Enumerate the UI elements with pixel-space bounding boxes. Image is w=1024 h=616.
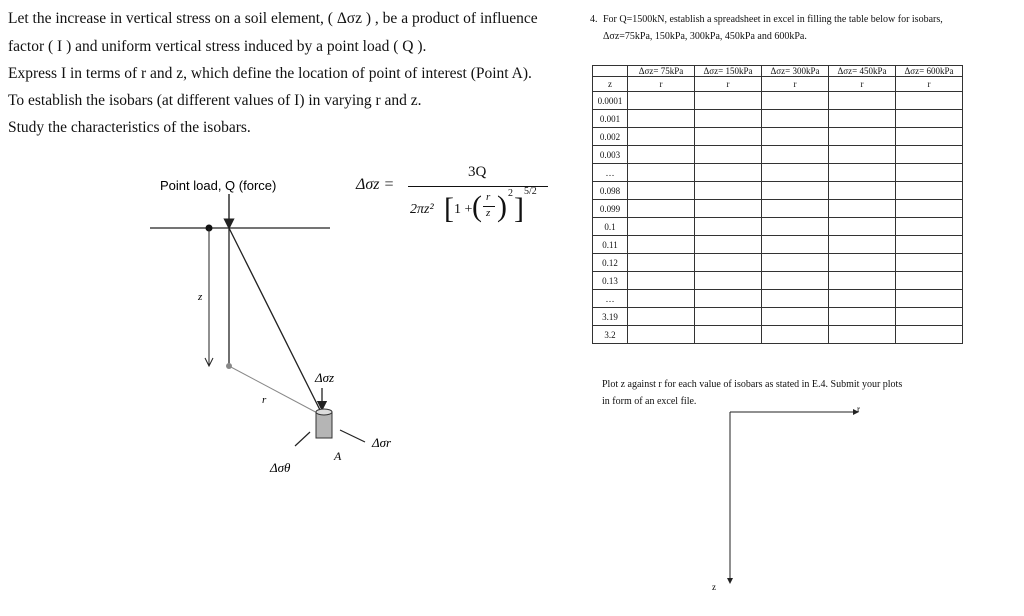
table-row xyxy=(593,272,963,290)
z-axis-label: z xyxy=(712,582,716,592)
inner-exponent: 2 xyxy=(508,188,513,199)
table-row xyxy=(593,308,963,326)
r-subheader: r xyxy=(762,77,829,92)
r-value-cell[interactable] xyxy=(628,272,695,290)
table-row xyxy=(593,164,963,182)
r-value-cell[interactable] xyxy=(762,146,829,164)
r-value-cell[interactable] xyxy=(896,128,963,146)
point-a-label: A xyxy=(334,449,342,463)
r-value-cell[interactable] xyxy=(628,308,695,326)
r-value-cell[interactable] xyxy=(896,254,963,272)
z-value-cell: 0.0001 xyxy=(593,92,628,110)
r-value-cell[interactable] xyxy=(829,146,896,164)
table-row xyxy=(593,218,963,236)
r-value-cell[interactable] xyxy=(762,164,829,182)
z-value-cell: 0.12 xyxy=(593,254,628,272)
r-value-cell[interactable] xyxy=(896,218,963,236)
r-value-cell[interactable] xyxy=(896,290,963,308)
r-value-cell[interactable] xyxy=(762,218,829,236)
r-value-cell[interactable] xyxy=(628,182,695,200)
table-body xyxy=(593,92,963,344)
formula-denominator-left: 2πz² xyxy=(410,202,434,217)
soil-element-top xyxy=(316,409,332,415)
r-value-cell[interactable] xyxy=(762,272,829,290)
table-subheader-row xyxy=(593,77,963,92)
z-value-cell: 0.13 xyxy=(593,272,628,290)
r-value-cell[interactable] xyxy=(829,254,896,272)
r-value-cell[interactable] xyxy=(762,236,829,254)
table-row xyxy=(593,182,963,200)
r-axis-label: r xyxy=(857,404,860,414)
r-value-cell[interactable] xyxy=(762,92,829,110)
intro-line-2: factor ( I ) and uniform vertical stress induced by a point load ( Q ). xyxy=(8,38,427,55)
r-value-cell[interactable] xyxy=(628,146,695,164)
r-value-cell[interactable] xyxy=(829,164,896,182)
r-value-cell[interactable] xyxy=(896,164,963,182)
table-row xyxy=(593,326,963,344)
table-row xyxy=(593,254,963,272)
r-value-cell[interactable] xyxy=(695,218,762,236)
table-row xyxy=(593,92,963,110)
r-value-cell[interactable] xyxy=(628,92,695,110)
r-value-cell[interactable] xyxy=(896,308,963,326)
r-value-cell[interactable] xyxy=(628,218,695,236)
z-label: z xyxy=(198,291,203,303)
z-value-cell: 0.002 xyxy=(593,128,628,146)
r-value-cell[interactable] xyxy=(695,164,762,182)
r-value-cell[interactable] xyxy=(896,146,963,164)
r-value-cell[interactable] xyxy=(829,326,896,344)
r-value-cell[interactable] xyxy=(762,200,829,218)
r-value-cell[interactable] xyxy=(695,146,762,164)
r-value-cell[interactable] xyxy=(695,128,762,146)
left-paren: ( xyxy=(472,190,482,223)
left-bracket: [ xyxy=(444,192,454,225)
outer-exponent: 5/2 xyxy=(524,186,537,197)
r-subheader: r xyxy=(628,77,695,92)
r-value-cell[interactable] xyxy=(829,236,896,254)
formula-numerator: 3Q xyxy=(468,164,487,180)
r-value-cell[interactable] xyxy=(896,110,963,128)
r-value-cell[interactable] xyxy=(628,128,695,146)
r-value-cell[interactable] xyxy=(896,272,963,290)
intro-line-3: Express I in terms of r and z, which define the location of point of interest (Point A). xyxy=(8,65,532,82)
formula-bracket-term: 1 + xyxy=(454,202,473,217)
col-header-300: Δσz= 300kPa xyxy=(762,66,829,77)
table-row xyxy=(593,236,963,254)
table-row xyxy=(593,128,963,146)
blank-plot-axes xyxy=(712,400,880,600)
r-value-cell[interactable] xyxy=(628,236,695,254)
r-value-cell[interactable] xyxy=(762,290,829,308)
r-value-cell[interactable] xyxy=(695,110,762,128)
delta-sigma-r-arrow xyxy=(340,430,365,442)
delta-sigma-r-label: Δσr xyxy=(372,435,392,450)
r-dimension-line xyxy=(229,366,323,416)
z-axis-arrow xyxy=(727,578,733,584)
z-value-cell: … xyxy=(593,164,628,182)
r-value-cell[interactable] xyxy=(829,308,896,326)
r-value-cell[interactable] xyxy=(829,290,896,308)
r-value-cell[interactable] xyxy=(762,308,829,326)
z-value-cell: 3.19 xyxy=(593,308,628,326)
z-header-blank xyxy=(593,66,628,77)
table-row xyxy=(593,200,963,218)
r-value-cell[interactable] xyxy=(829,92,896,110)
z-value-cell: 0.1 xyxy=(593,218,628,236)
r-value-cell[interactable] xyxy=(695,272,762,290)
r-value-cell[interactable] xyxy=(695,254,762,272)
right-bracket: ] xyxy=(514,192,524,225)
intro-line-4: To establish the isobars (at different values of I) in varying r and z. xyxy=(8,92,422,109)
r-value-cell[interactable] xyxy=(628,254,695,272)
right-paren: ) xyxy=(497,190,507,223)
point-load-diagram xyxy=(0,150,392,490)
delta-sigma-theta-arrow xyxy=(295,432,310,446)
question-line-1: For Q=1500kN, establish a spreadsheet in excel in filling the table below for isobars, xyxy=(603,14,943,25)
plot-instruction-line-1: Plot z against r for each value of isobars as stated in E.4. Submit your plots xyxy=(602,379,903,390)
r-value-cell[interactable] xyxy=(695,200,762,218)
z-value-cell: 3.2 xyxy=(593,326,628,344)
intro-line-1: Let the increase in vertical stress on a soil element, ( Δσz ) , be a product of influence xyxy=(8,10,538,27)
isobar-table xyxy=(592,65,963,344)
ratio-top: r xyxy=(486,191,491,203)
r-value-cell[interactable] xyxy=(695,290,762,308)
r-value-cell[interactable] xyxy=(829,128,896,146)
r-value-cell[interactable] xyxy=(896,200,963,218)
r-value-cell[interactable] xyxy=(829,272,896,290)
r-subheader: r xyxy=(829,77,896,92)
question-number: 4. xyxy=(590,14,598,25)
ratio-bottom: z xyxy=(486,207,491,219)
r-value-cell[interactable] xyxy=(762,182,829,200)
r-value-cell[interactable] xyxy=(695,326,762,344)
r-value-cell[interactable] xyxy=(829,110,896,128)
intro-line-5: Study the characteristics of the isobars. xyxy=(8,119,251,136)
table-header-row xyxy=(593,66,963,77)
r-value-cell[interactable] xyxy=(762,326,829,344)
r-value-cell[interactable] xyxy=(896,182,963,200)
r-value-cell[interactable] xyxy=(628,290,695,308)
r-label: r xyxy=(262,394,267,406)
formula-lhs: Δσz = xyxy=(356,176,395,193)
r-value-cell[interactable] xyxy=(762,110,829,128)
table-row xyxy=(593,110,963,128)
r-value-cell[interactable] xyxy=(695,308,762,326)
z-value-cell: 0.099 xyxy=(593,200,628,218)
z-value-cell: 0.003 xyxy=(593,146,628,164)
r-value-cell[interactable] xyxy=(762,254,829,272)
question-line-2: Δσz=75kPa, 150kPa, 300kPa, 450kPa and 600kPa. xyxy=(603,31,807,42)
table-row xyxy=(593,146,963,164)
boussinesq-formula xyxy=(356,164,556,242)
point-load-label: Point load, Q (force) xyxy=(160,178,277,193)
r-value-cell[interactable] xyxy=(628,200,695,218)
r-value-cell[interactable] xyxy=(896,326,963,344)
r-value-cell[interactable] xyxy=(829,182,896,200)
z-value-cell: 0.11 xyxy=(593,236,628,254)
col-header-600: Δσz= 600kPa xyxy=(896,66,963,77)
col-header-450: Δσz= 450kPa xyxy=(829,66,896,77)
delta-sigma-z-label: Δσz xyxy=(315,370,335,385)
r-value-cell[interactable] xyxy=(628,110,695,128)
table-row xyxy=(593,290,963,308)
delta-sigma-theta-label: Δσθ xyxy=(270,460,291,475)
r-value-cell[interactable] xyxy=(695,236,762,254)
r-subheader: r xyxy=(695,77,762,92)
r-value-cell[interactable] xyxy=(695,182,762,200)
col-header-150: Δσz= 150kPa xyxy=(695,66,762,77)
plot-instruction-line-2: in form of an excel file. xyxy=(602,396,697,407)
r-value-cell[interactable] xyxy=(829,218,896,236)
z-value-cell: 0.098 xyxy=(593,182,628,200)
r-value-cell[interactable] xyxy=(829,200,896,218)
z-value-cell: 0.001 xyxy=(593,110,628,128)
r-origin-dot xyxy=(226,363,232,369)
soil-element xyxy=(316,412,332,438)
r-subheader: r xyxy=(896,77,963,92)
r-value-cell[interactable] xyxy=(896,236,963,254)
z-value-cell: … xyxy=(593,290,628,308)
z-header: z xyxy=(593,77,628,92)
r-value-cell[interactable] xyxy=(896,92,963,110)
r-value-cell[interactable] xyxy=(628,326,695,344)
col-header-75: Δσz= 75kPa xyxy=(628,66,695,77)
r-value-cell[interactable] xyxy=(762,128,829,146)
radial-line xyxy=(229,228,323,416)
r-value-cell[interactable] xyxy=(695,92,762,110)
r-value-cell[interactable] xyxy=(628,164,695,182)
